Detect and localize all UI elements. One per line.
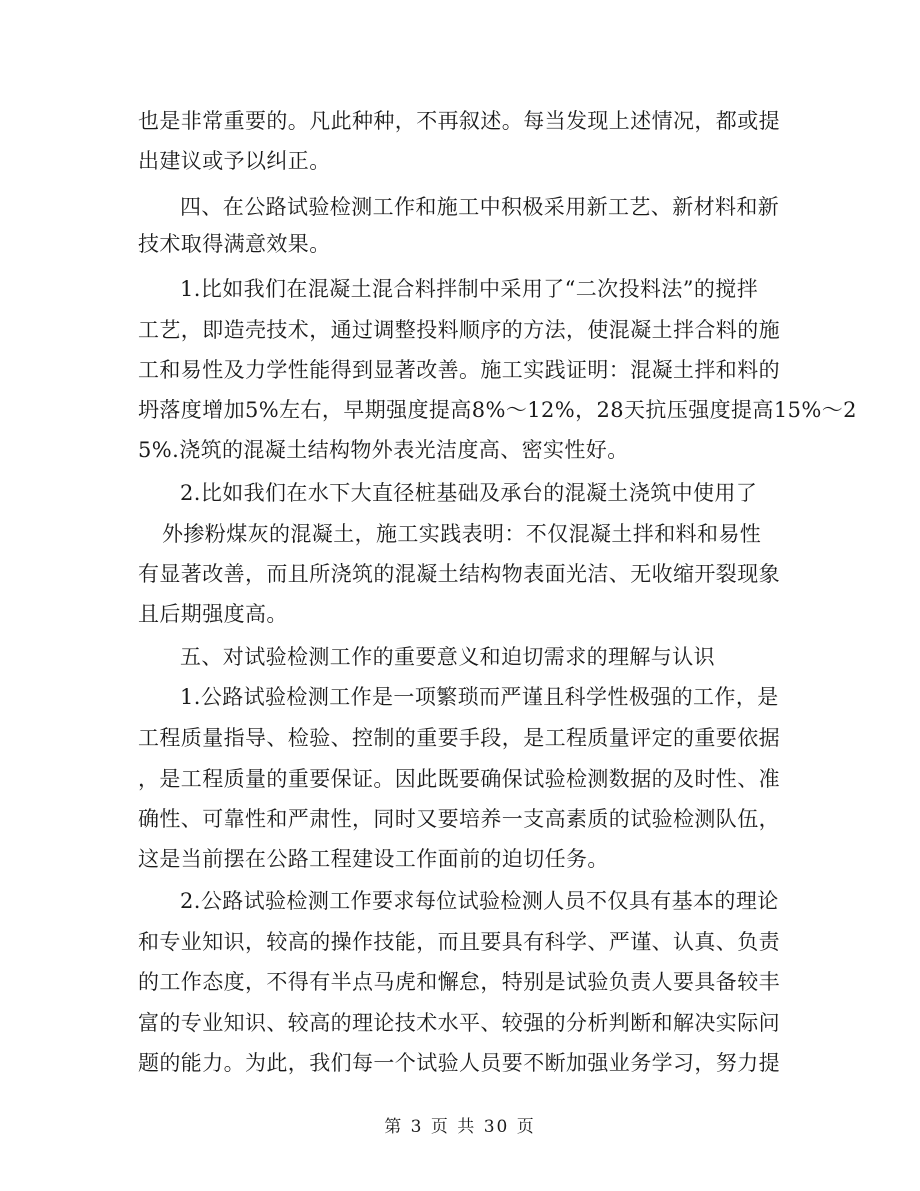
text-line: 工和易性及力学性能得到显著改善。施工实践证明：混凝土拌和料的 [138, 358, 780, 382]
text-line: 的工作态度，不得有半点马虎和懈怠，特别是试验负责人要具备较丰 [138, 970, 780, 994]
text-line: ，是工程质量的重要保证。因此既要确保试验检测数据的及时性、准 [138, 767, 780, 791]
text-line: 1.比如我们在混凝土混合料拌制中采用了“二次投料法”的搅拌 [180, 277, 759, 301]
text-line: 且后期强度高。 [138, 602, 288, 626]
text-line: 有显著改善，而且所浇筑的混凝土结构物表面光洁、无收缩开裂现象 [138, 562, 780, 586]
text-line: 确性、可靠性和严肃性，同时又要培养一支高素质的试验检测队伍， [138, 807, 780, 831]
text-line: 5%.浇筑的混凝土结构物外表光洁度高、密实性好。 [138, 438, 629, 462]
text-line: 2.比如我们在水下大直径桩基础及承台的混凝土浇筑中使用了 [180, 481, 758, 505]
text-line: 和专业知识，较高的操作技能，而且要具有科学、严谨、认真、负责 [138, 930, 780, 954]
text-line: 富的专业知识、较高的理论技术水平、较强的分析判断和解决实际问 [138, 1011, 780, 1035]
text-line: 坍落度增加5%左右，早期强度提高8%～12%，28天抗压强度提高15%～2 [138, 398, 857, 422]
text-line: 出建议或予以纠正。 [138, 149, 331, 173]
text-line: 工艺，即造壳技术，通过调整投料顺序的方法，使混凝土拌合料的施 [138, 318, 780, 342]
text-line: 2.公路试验检测工作要求每位试验检测人员不仅具有基本的理论 [180, 889, 779, 913]
text-line: 题的能力。为此，我们每一个试验人员要不断加强业务学习，努力提 [138, 1051, 780, 1075]
text-line: 技术取得满意效果。 [138, 232, 331, 256]
text-line: 也是非常重要的。凡此种种，不再叙述。每当发现上述情况，都或提 [138, 109, 780, 133]
text-line: 外掺粉煤灰的混凝土，施工实践表明：不仅混凝土拌和料和易性 [162, 522, 762, 546]
page-number-footer: 第 3 页 共 30 页 [384, 1117, 536, 1137]
text-line: 这是当前摆在公路工程建设工作面前的迫切任务。 [138, 847, 609, 871]
text-line: 五、对试验检测工作的重要意义和迫切需求的理解与认识 [180, 645, 715, 669]
text-line: 四、在公路试验检测工作和施工中积极采用新工艺、新材料和新 [180, 195, 780, 219]
text-line: 1.公路试验检测工作是一项繁琐而严谨且科学性极强的工作，是 [180, 685, 779, 709]
text-line: 工程质量指导、检验、控制的重要手段，是工程质量评定的重要依据 [138, 726, 780, 750]
